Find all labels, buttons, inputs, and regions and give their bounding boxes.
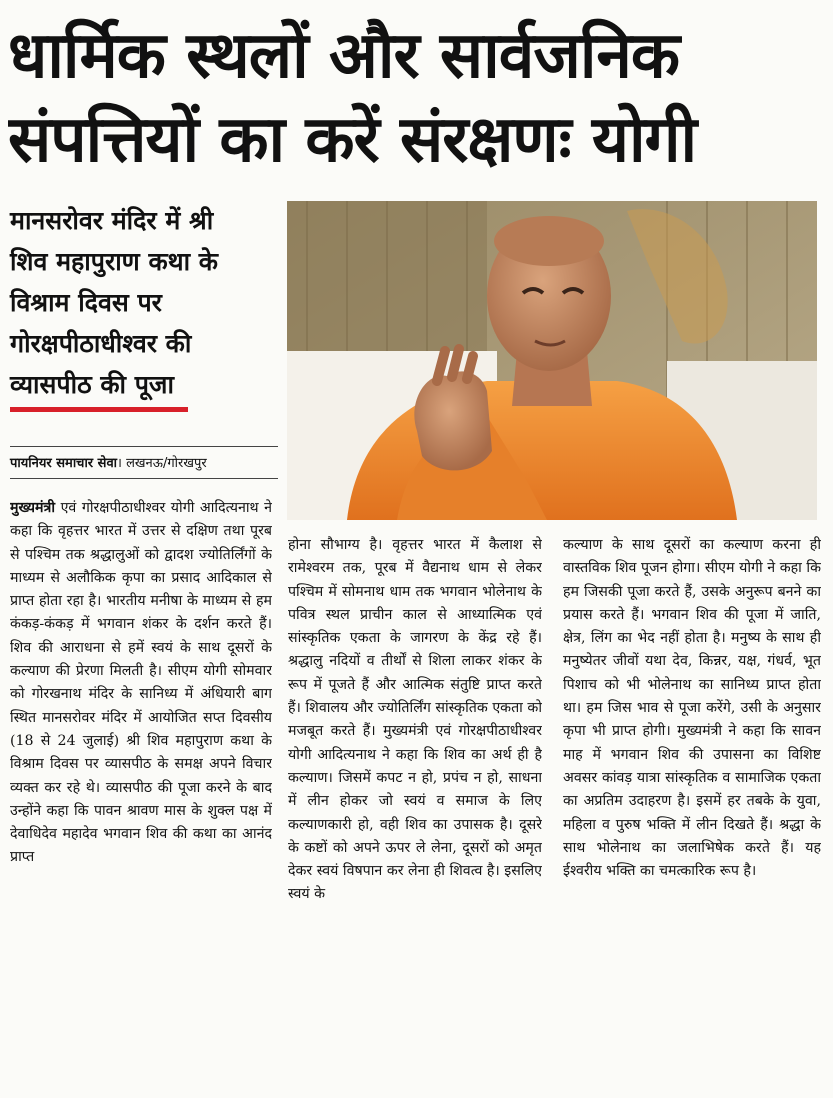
headline: [8, 14, 825, 182]
subhead-line-5: व्यासपीठ की पूजा: [10, 370, 174, 399]
byline-rule-top: [10, 446, 278, 447]
article-column-1-text: एवं गोरक्षपीठाधीश्वर योगी आदित्यनाथ ने कहा कि वृहत्तर भारत में उत्तर से दक्षिण तथा पूरब से पश्चिम तक श्रद्धालुओं को द्वादश ज्योतिर्लिंगों के माध्यम से अलौकिक कृपा का प्रसाद आदिकाल से प्राप्त होता रहा है। भारतीय मनीषा के माध्यम से हम कंकड़-कंकड़ में भगवान शंकर के दर्शन करते हैं। शिव की आराधना से हमें स्वयं के साथ दूसरों के कल्याण की प्रेरणा मिलती है। सीएम योगी सोमवार को गोरखनाथ मंदिर के सानिध्य में अंधियारी बाग स्थित मानसरोवर मंदिर में आयोजित सप्त दिवसीय (18 से 24 जुलाई) श्री शिव महापुराण कथा के विश्राम दिवस पर व्यासपीठ के समक्ष अपने विचार व्यक्त कर रहे थे। व्यासपीठ की पूजा करने के बाद उन्होंने कहा कि पावन श्रावण मास के शुक्ल पक्ष में देवाधिदेव महादेव भगवान शिव की कथा का आनंद प्राप्त: [10, 500, 272, 866]
byline-agency: पायनियर समाचार सेवा: [10, 456, 118, 471]
byline-rule-bottom: [10, 478, 278, 479]
subhead-line-2: शिव महापुराण कथा के: [10, 247, 219, 276]
person-photo-icon: [287, 201, 817, 520]
article-column-1: [10, 497, 272, 1093]
subheadline: [10, 200, 282, 405]
subhead-line-4: गोरक्षपीठाधीश्वर की: [10, 329, 192, 358]
subhead-line-3: विश्राम दिवस पर: [10, 288, 162, 317]
headline-line-1: धार्मिक स्थलों और सार्वजनिक: [8, 19, 680, 93]
byline: [10, 454, 278, 474]
person-photo: [287, 201, 817, 520]
byline-place: । लखनऊ/गोरखपुर: [117, 456, 207, 471]
article-column-2: होना सौभाग्य है। वृहत्तर भारत में कैलाश से रामेश्वरम तक, पूरब में वैद्यनाथ धाम से लेकर पश्चिम में सोमनाथ धाम तक भगवान भोलेनाथ के पवित्र स्थल प्राचीन काल से आध्यात्मिक एवं सांस्कृतिक एकता के जागरण के केंद्र रहे हैं। श्रद्धालु नदियों व तीर्थों से शिला लाकर शंकर के रूप में पूजते हैं और आत्मिक संतुष्टि प्राप्त करते हैं। शिवालय और ज्योतिर्लिंग सांस्कृतिक एकता को मजबूत करते हैं। मुख्यमंत्री एवं गोरक्षपीठाधीश्वर योगी आदित्यनाथ ने कहा कि शिव का अर्थ ही है कल्याण। जिसमें कपट न हो, प्रपंच न हो, साधना में लीन होकर जो स्वयं व समाज के लिए कल्याणकारी हो, वही शिव का उपासक है। दूसरे के कष्टों को अपने ऊपर ले लेना, दूसरों को अमृत देकर स्वयं विषपान कर लेना ही शिवत्व है। इसलिए स्वयं के: [288, 537, 542, 903]
red-divider: [10, 407, 188, 412]
article-column-3: कल्याण के साथ दूसरों का कल्याण करना ही वास्तविक शिव पूजन होगा। सीएम योगी ने कहा कि हम जिसकी पूजा करते हैं, उसके अनुरूप बनने का प्रयास करते हैं। भगवान शिव की पूजा में जाति, क्षेत्र, लिंग का भेद नहीं होता है। मनुष्य के साथ ही मनुष्येतर जीवों यथा देव, किन्नर, यक्ष, गंधर्व, भूत पिशाच को भी भोलेनाथ का सानिध्य प्राप्त होता था। हम जिस भाव से पूजा करेंगे, उसी के अनुसार कृपा भी प्राप्त होगी। मुख्यमंत्री ने कहा कि सावन माह में भगवान शिव की उपासना का विशिष्ट अवसर कांवड़ यात्रा सांस्कृतिक व सामाजिक एकता का अप्रतिम उदाहरण है। इसमें हर तबके के युवा, महिला व पुरुष भक्ति में लीन दिखते हैं। श्रद्धा के साथ भोलेनाथ का जलाभिषेक करते हैं। यह ईश्वरीय भक्ति का चमत्कारिक रूप है।: [563, 537, 821, 880]
subhead-line-1: मानसरोवर मंदिर में श्री: [10, 206, 214, 235]
article-lead-word: मुख्यमंत्री: [10, 500, 56, 516]
headline-line-2: संपत्तियों का करें संरक्षणः योगी: [8, 103, 697, 177]
